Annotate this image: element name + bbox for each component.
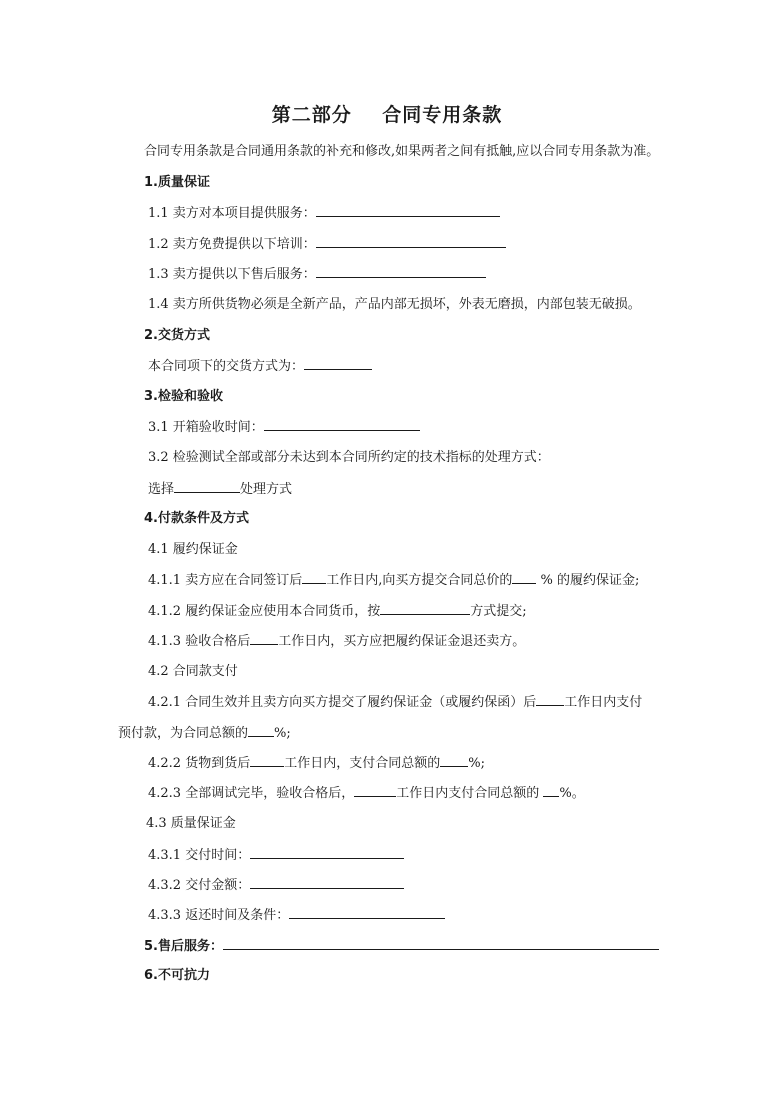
clause-4-2-1-text-b: 工作日内支付: [564, 695, 643, 710]
clause-4-2: 4.2 合同款支付: [148, 664, 238, 679]
clause-1-2-blank[interactable]: [316, 235, 506, 248]
section-1-heading: 1.质量保证: [144, 175, 210, 190]
intro-paragraph: 合同专用条款是合同通用条款的补充和修改,如果两者之间有抵触,应以合同专用条款为准。: [144, 144, 660, 159]
choose-blank[interactable]: [174, 480, 240, 493]
clause-4-3-3-label: 4.3.3 返还时间及条件：: [148, 908, 290, 923]
clause-1-1-blank[interactable]: [316, 204, 500, 217]
clause-4-1-1-percent-blank[interactable]: [512, 571, 536, 584]
clause-4-3-3-blank[interactable]: [289, 906, 445, 919]
clause-1-3-label: 1.3 卖方提供以下售后服务：: [148, 267, 316, 282]
clause-4-2-2: [148, 754, 485, 773]
clause-4-2-3-percent-blank[interactable]: [543, 784, 559, 797]
clause-3-1-label: 3.1 开箱验收时间：: [148, 420, 264, 435]
clause-1-1: [148, 204, 500, 223]
clause-4-2-3: [148, 784, 585, 803]
section-6-heading: 6.不可抗力: [144, 968, 210, 983]
clause-4-1: 4.1 履约保证金: [148, 542, 238, 557]
clause-4-3-2-blank[interactable]: [250, 876, 404, 889]
delivery-method-label: 本合同项下的交货方式为：: [148, 359, 305, 374]
clause-4-1-3-text-b: 工作日内，买方应把履约保证金退还卖方。: [278, 634, 526, 649]
clause-4-2-2-text-a: 4.2.2 货物到货后: [148, 756, 251, 771]
clause-4-1-2-text-a: 4.1.2 履约保证金应使用本合同货币，按: [148, 604, 381, 619]
clause-4-2-1-cont: [118, 724, 291, 743]
clause-4-2-1-text-a: 4.2.1 合同生效并且卖方向买方提交了履约保证金（或履约保函）后: [148, 695, 537, 710]
clause-1-4: 1.4 卖方所供货物必须是全新产品，产品内部无损坏，外表无磨损，内部包装无破损。: [148, 297, 641, 312]
clause-4-2-3-text-c: %。: [559, 786, 585, 801]
clause-4-3-1: [148, 846, 404, 865]
choose-label: 选择: [148, 482, 175, 497]
after-sales-blank[interactable]: [223, 937, 659, 950]
clause-1-2: [148, 235, 506, 254]
clause-4-3-3: [148, 906, 445, 925]
clause-4-2-3-text-a: 4.2.3 全部调试完毕，验收合格后，: [148, 786, 355, 801]
clause-3-2: 3.2 检验测试全部或部分未达到本合同所约定的技术指标的处理方式：: [148, 450, 550, 465]
clause-4-1-1-days-blank[interactable]: [302, 571, 326, 584]
clause-4-2-1-percent-blank[interactable]: [248, 724, 274, 737]
clause-3-1-blank[interactable]: [264, 418, 420, 431]
clause-4-1-2-text-b: 方式提交;: [470, 604, 527, 619]
clause-4-2-2-percent-blank[interactable]: [440, 754, 468, 767]
clause-4-1-3: [148, 632, 525, 651]
clause-4-3-2-label: 4.3.2 交付金额：: [148, 878, 251, 893]
section-5-heading: 5.售后服务：: [144, 939, 223, 954]
clause-4-3-1-label: 4.3.1 交付时间：: [148, 848, 251, 863]
clause-4-1-2: [148, 602, 527, 621]
handling-label: 处理方式: [240, 482, 293, 497]
section-5: [144, 937, 659, 956]
clause-4-1-1-text-a: 4.1.1 卖方应在合同签订后: [148, 573, 303, 588]
delivery-method-blank[interactable]: [304, 357, 372, 370]
clause-4-1-2-method-blank[interactable]: [380, 602, 470, 615]
clause-4-1-1-text-b: 工作日内,向买方提交合同总价的: [326, 573, 513, 588]
section-2-heading: 2.交货方式: [144, 328, 210, 343]
clause-4-2-2-text-c: %;: [468, 756, 485, 771]
clause-4-2-1-text-d: %;: [274, 726, 291, 741]
clause-1-2-label: 1.2 卖方免费提供以下培训：: [148, 237, 316, 252]
clause-4-3: 4.3 质量保证金: [146, 816, 236, 831]
clause-4-1-3-days-blank[interactable]: [250, 632, 278, 645]
clause-4-1-1: [148, 571, 639, 590]
clause-4-3-1-blank[interactable]: [250, 846, 404, 859]
clause-4-3-2: [148, 876, 404, 895]
clause-1-1-label: 1.1 卖方对本项目提供服务：: [148, 206, 316, 221]
clause-4-2-1: [148, 693, 642, 712]
section-4-heading: 4.付款条件及方式: [144, 511, 249, 526]
choose-handling: [148, 480, 292, 499]
page-title: 第二部分 合同专用条款: [271, 104, 503, 126]
clause-4-1-1-text-c: % 的履约保证金;: [536, 573, 640, 588]
clause-4-1-3-text-a: 4.1.3 验收合格后: [148, 634, 251, 649]
section-3-heading: 3.检验和验收: [144, 389, 223, 404]
clause-4-2-1-text-c: 预付款，为合同总额的: [118, 726, 249, 741]
delivery-method: [148, 357, 372, 376]
clause-4-2-2-days-blank[interactable]: [250, 754, 284, 767]
clause-4-2-1-days-blank[interactable]: [536, 693, 564, 706]
clause-1-3: [148, 265, 486, 284]
clause-4-2-2-text-b: 工作日内，支付合同总额的: [284, 756, 441, 771]
clause-1-3-blank[interactable]: [316, 265, 486, 278]
clause-3-1: [148, 418, 420, 437]
clause-4-2-3-days-blank[interactable]: [354, 784, 396, 797]
clause-4-2-3-text-b: 工作日内支付合同总额的: [396, 786, 544, 801]
